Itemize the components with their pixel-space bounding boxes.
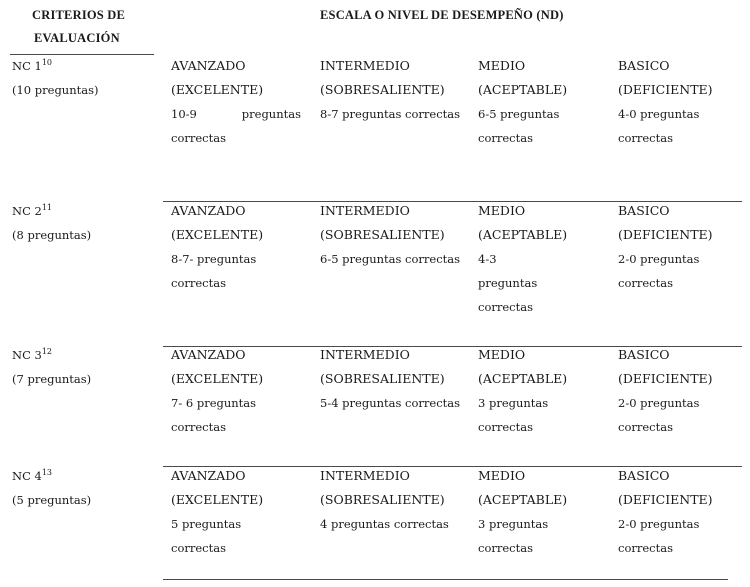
level-range-cont: correctas xyxy=(478,420,533,434)
criteria-header-line1: CRITERIOS DE xyxy=(32,8,126,22)
level-range-cont: correctas xyxy=(618,276,673,290)
level-range-cont: preguntas xyxy=(478,276,538,290)
level-name: MEDIO xyxy=(478,468,526,483)
level-range-cont: correctas xyxy=(171,131,226,145)
level-qualifier: (ACEPTABLE) xyxy=(478,371,568,386)
level-range: 3 preguntas xyxy=(478,517,549,531)
level-name: AVANZADO xyxy=(171,468,246,483)
level-qualifier: (DEFICIENTE) xyxy=(618,492,713,507)
level-range-cont: correctas xyxy=(618,131,673,145)
level-qualifier: (EXCELENTE) xyxy=(171,371,264,386)
level-range-cont: correctas xyxy=(618,541,673,555)
level-range-cont: correctas xyxy=(171,276,226,290)
level-range: 4-0 preguntas xyxy=(618,107,700,121)
level-name: BASICO xyxy=(618,347,670,362)
level-name: INTERMEDIO xyxy=(320,468,410,483)
level-range: 8-7- preguntas xyxy=(171,252,257,266)
row-questions: (5 preguntas) xyxy=(12,493,92,507)
level-range: 10-9 preguntas xyxy=(171,107,301,121)
level-range-cont: correctas xyxy=(478,300,533,314)
row-questions: (8 preguntas) xyxy=(12,228,92,242)
level-name: INTERMEDIO xyxy=(320,203,410,218)
row-label: NC $1^{10}$ xyxy=(12,58,53,73)
level-range: 5 preguntas xyxy=(171,517,242,531)
level-range: 8-7 preguntas correctas xyxy=(320,107,461,121)
level-name: MEDIO xyxy=(478,58,526,73)
level-qualifier: (SOBRESALIENTE) xyxy=(320,492,445,507)
row-label: NC $3^{12}$ xyxy=(12,347,53,362)
level-qualifier: (SOBRESALIENTE) xyxy=(320,82,445,97)
level-qualifier: (DEFICIENTE) xyxy=(618,82,713,97)
level-qualifier: (EXCELENTE) xyxy=(171,82,264,97)
level-range: 5-4 preguntas correctas xyxy=(320,396,461,410)
level-range: 2-0 preguntas xyxy=(618,517,700,531)
level-name: INTERMEDIO xyxy=(320,347,410,362)
level-qualifier: (DEFICIENTE) xyxy=(618,227,713,242)
level-name: MEDIO xyxy=(478,203,526,218)
level-range: 3 preguntas xyxy=(478,396,549,410)
level-range-cont: correctas xyxy=(478,131,533,145)
level-range: 4 preguntas correctas xyxy=(320,517,449,531)
level-qualifier: (SOBRESALIENTE) xyxy=(320,227,445,242)
level-range: 2-0 preguntas xyxy=(618,252,700,266)
level-name: AVANZADO xyxy=(171,203,246,218)
level-name: INTERMEDIO xyxy=(320,58,410,73)
level-qualifier: (DEFICIENTE) xyxy=(618,371,713,386)
criteria-header-line2: EVALUACIÓN xyxy=(34,31,120,45)
row-questions: (10 preguntas) xyxy=(12,83,99,97)
table-bottom-rule xyxy=(163,579,728,580)
level-range: 2-0 preguntas xyxy=(618,396,700,410)
level-qualifier: (EXCELENTE) xyxy=(171,492,264,507)
level-range: 6-5 preguntas correctas xyxy=(320,252,461,266)
level-qualifier: (EXCELENTE) xyxy=(171,227,264,242)
level-name: BASICO xyxy=(618,468,670,483)
level-name: MEDIO xyxy=(478,347,526,362)
level-range: 6-5 preguntas xyxy=(478,107,560,121)
level-range-cont: correctas xyxy=(618,420,673,434)
level-range-cont: correctas xyxy=(171,420,226,434)
level-name: BASICO xyxy=(618,203,670,218)
level-range-cont: correctas xyxy=(171,541,226,555)
level-qualifier: (ACEPTABLE) xyxy=(478,227,568,242)
row-questions: (7 preguntas) xyxy=(12,372,92,386)
level-range: 4-3 xyxy=(478,252,497,266)
row-label: NC $2^{11}$ xyxy=(12,203,53,218)
level-name: BASICO xyxy=(618,58,670,73)
level-qualifier: (ACEPTABLE) xyxy=(478,492,568,507)
scale-header: ESCALA O NIVEL DE DESEMPEÑO (ND) xyxy=(320,8,564,22)
level-qualifier: (ACEPTABLE) xyxy=(478,82,568,97)
level-name: AVANZADO xyxy=(171,58,246,73)
level-name: AVANZADO xyxy=(171,347,246,362)
level-range-cont: correctas xyxy=(478,541,533,555)
level-qualifier: (SOBRESALIENTE) xyxy=(320,371,445,386)
row-label: NC $4^{13}$ xyxy=(12,468,53,483)
level-range: 7- 6 preguntas xyxy=(171,396,257,410)
